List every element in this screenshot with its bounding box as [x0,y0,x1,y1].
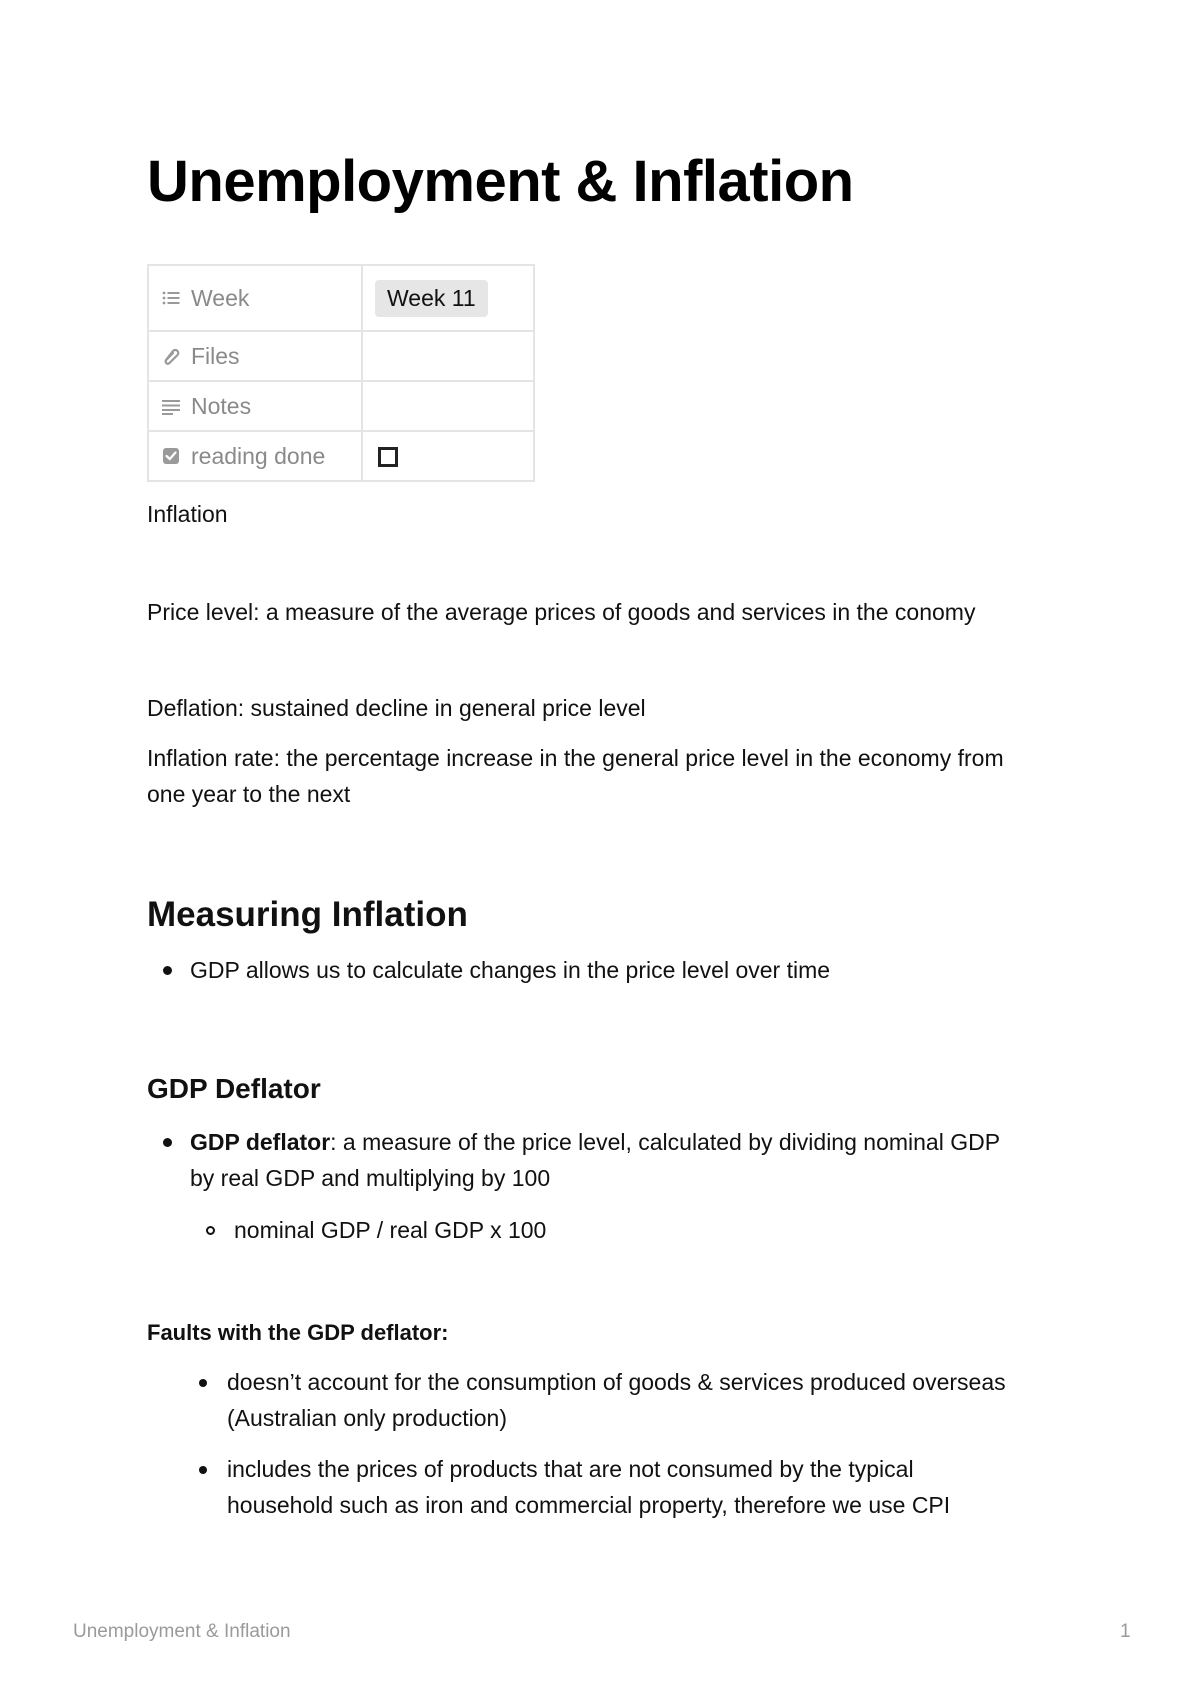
property-value[interactable] [362,381,534,431]
list-icon [161,288,181,308]
gdp-deflator-term: GDP deflator [190,1129,331,1155]
property-row-reading-done [148,431,534,481]
price-level-paragraph: Price level: a measure of the average prices of goods and services in the conomy [147,599,976,625]
property-value [362,431,534,481]
property-label: reading done [191,442,326,469]
fault-1-line-1: doesn’t account for the consumption of goods & services produced overseas [227,1369,1006,1395]
sub-bullet [206,1226,215,1235]
gdp-deflator-heading: GDP Deflator [147,1073,321,1104]
property-key [148,331,362,381]
gdp-deflator-definition-line-1 [190,1124,1000,1161]
properties-table [147,264,535,482]
property-label: Files [191,342,240,369]
inflation-label: Inflation [147,501,228,527]
fault-1-line-2: (Australian only production) [227,1405,507,1431]
gdp-deflator-formula: nominal GDP / real GDP x 100 [234,1217,547,1243]
checkbox-icon [161,446,181,466]
property-key [148,381,362,431]
bullet [199,1379,207,1387]
text-lines-icon [161,396,181,416]
inflation-rate-line-2: one year to the next [147,781,351,807]
property-label: Notes [191,392,252,419]
bullet [163,1138,172,1147]
fault-2-line-1: includes the prices of products that are not consumed by the typical [227,1456,914,1482]
property-row-week [148,265,534,331]
measuring-inflation-heading: Measuring Inflation [147,895,468,934]
property-value [362,265,534,331]
footer-doc-title: Unemployment & Inflation [73,1621,291,1642]
week-tag[interactable]: Week 11 [375,280,488,317]
bullet [163,966,172,975]
property-label: Week [191,284,250,311]
measuring-bullet-text: GDP allows us to calculate changes in the price level over time [190,957,831,983]
gdp-deflator-def-text: : a measure of the price level, calculated by dividing nominal GDP [330,1129,1001,1155]
page-title: Unemployment & Inflation [147,149,854,214]
bullet [199,1466,207,1474]
property-key [148,265,362,331]
footer-page-number: 1 [1120,1621,1131,1642]
inflation-rate-line-1: Inflation rate: the percentage increase in the general price level in the economy from [147,745,1004,771]
faults-heading: Faults with the GDP deflator: [147,1320,449,1345]
reading-done-checkbox[interactable] [378,447,398,467]
deflation-paragraph: Deflation: sustained decline in general price level [147,695,646,721]
paperclip-icon [161,346,181,366]
gdp-deflator-definition-line-2: by real GDP and multiplying by 100 [190,1165,551,1191]
property-row-files [148,331,534,381]
fault-2-line-2: household such as iron and commercial property, therefore we use CPI [227,1492,951,1518]
property-key [148,431,362,481]
property-value[interactable] [362,331,534,381]
property-row-notes [148,381,534,431]
